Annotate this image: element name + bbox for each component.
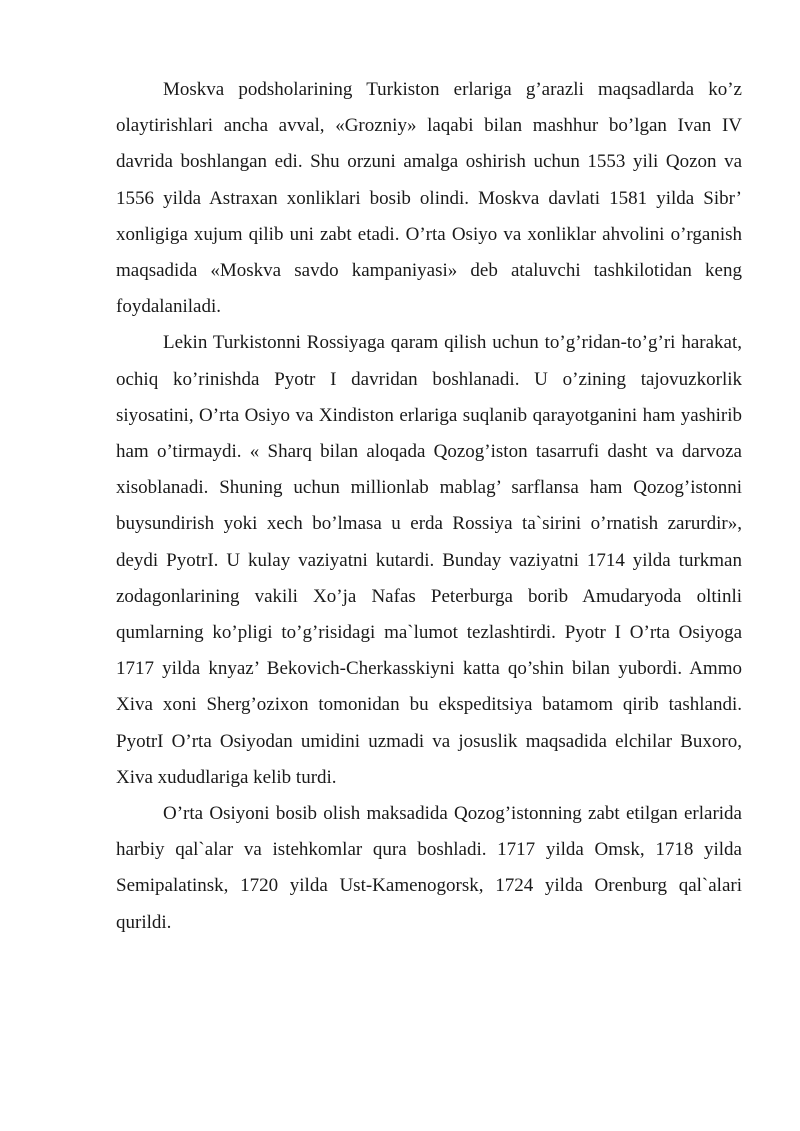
paragraph-fortresses: O’rta Osiyoni bosib olish maksadida Qozog’istonning zabt etilgan erlarida harbiy qal`alar va istehkomlar qura boshladi. 1717 yilda Omsk, 1718 yilda Semipalatinsk, 1720 yilda Ust-Kamenogorsk, 1724 yilda Orenburg qal`alari qurildi. xyxy=(116,803,742,933)
paragraph-peter-the-great: Lekin Turkistonni Rossiyaga qaram qilish uchun to’g’ridan-to’g’ri harakat, ochiq ko’rinishda Pyotr I davridan boshlanadi. U o’zining tajovuzkorlik siyosatini, O’rta Osiyo va Xindiston erlariga suqlanib qarayotganini ham yashirib ham o’tirmaydi. « Sharq bilan aloqada Qozog’iston tasarrufi dasht va darvoza xisoblanadi. Shuning uchun millionlab mablag’ sarflansa ham Qozog’istonni buysundirish yoki xech bo’lmasa u erda Rossiya ta`sirini o’rnatish zarurdir», deydi PyotrI. U kulay vaziyatni kutardi. Bunday vaziyatni 1714 yilda turkman zodagonlarining vakili Xo’ja Nafas Peterburga borib Amudaryoda oltinli qumlarning ko’pligi to’g’risidagi ma`lumot tezlashtirdi. Pyotr I O’rta Osiyoga 1717 yilda knyaz’ Bekovich-Cherkasskiyni katta qo’shin bilan yubordi. Ammo Xiva xoni Sherg’ozixon tomonidan bu ekspeditsiya batamom qirib tashlandi. PyotrI O’rta Osiyodan umidini uzmadi va josuslik maqsadida elchilar Buxoro, Xiva xududlariga kelib turdi. xyxy=(116,332,742,788)
paragraph-moscow-interest: Moskva podsholarining Turkiston erlariga g’arazli maqsadlarda ko’z olaytirishlari ancha avval, «Grozniy» laqabi bilan mashhur bo’lgan Ivan IV davrida boshlangan edi. Shu orzuni amalga oshirish uchun 1553 yili Qozon va 1556 yilda Astraxan xonliklari bosib olindi. Moskva davlati 1581 yilda Sibr’ xonligiga xujum qilib uni zabt etadi. O’rta Osiyo va xonliklar ahvolini o’rganish maqsadida «Moskva savdo kampaniyasi» deb ataluvchi tashkilotidan keng foydalaniladi. xyxy=(116,79,742,318)
document-page xyxy=(116,72,742,941)
